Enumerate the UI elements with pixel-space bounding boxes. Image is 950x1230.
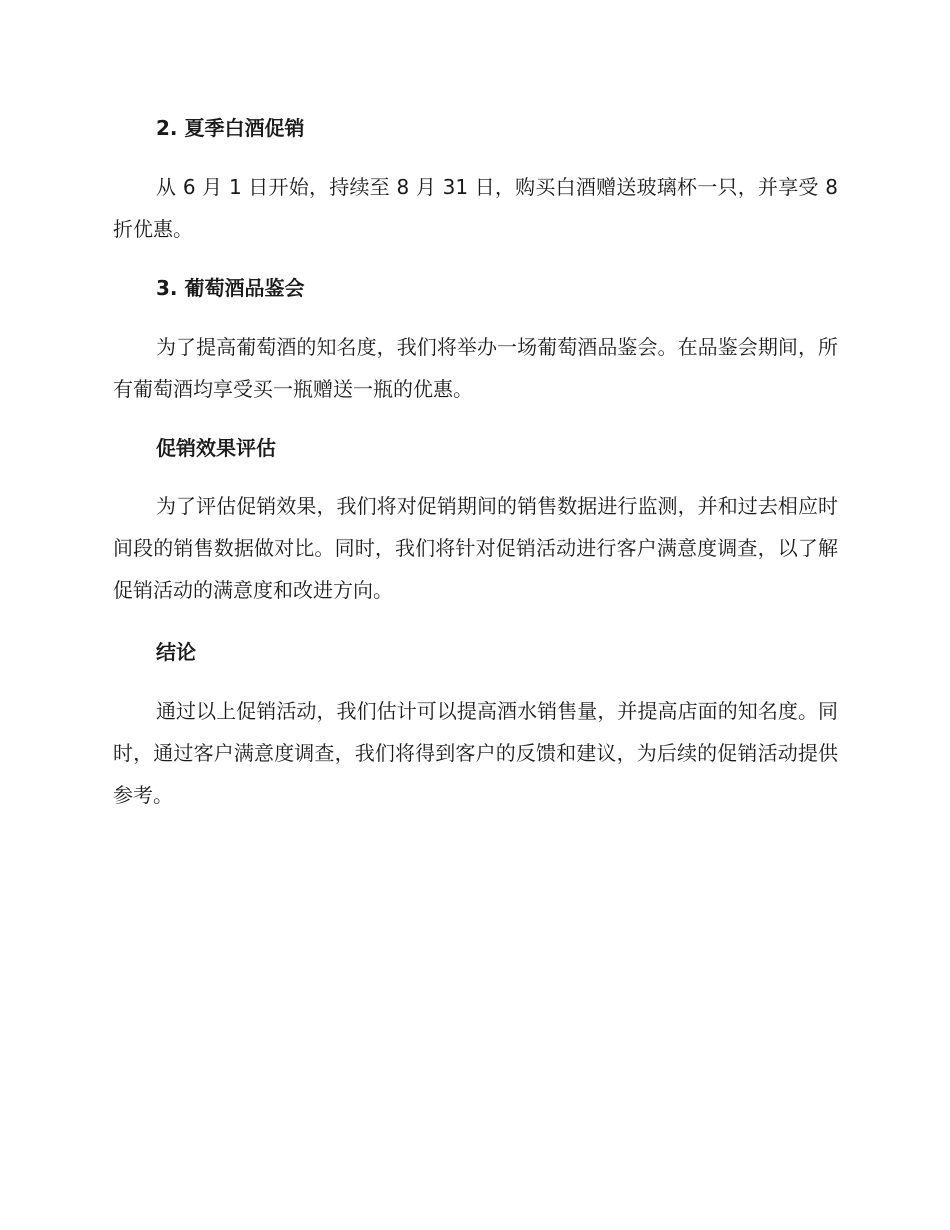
section-heading-wine-tasting: 3. 葡萄酒品鉴会 (156, 276, 305, 300)
section-body-wine-tasting: 为了提高葡萄酒的知名度，我们将举办一场葡萄酒品鉴会。在品鉴会期间，所有葡萄酒均享受买一瓶赠送一瓶的优惠。 (113, 335, 838, 401)
section-body-summer-baijiu: 从 6 月 1 日开始，持续至 8 月 31 日，购买白酒赠送玻璃杯一只，并享受 8 折优惠。 (113, 175, 838, 241)
section-body-conclusion: 通过以上促销活动，我们估计可以提高酒水销售量，并提高店面的知名度。同时，通过客户满意度调查，我们将得到客户的反馈和建议，为后续的促销活动提供参考。 (113, 699, 838, 807)
section-heading-conclusion: 结论 (156, 640, 196, 664)
section-body-evaluation: 为了评估促销效果，我们将对促销期间的销售数据进行监测，并和过去相应时间段的销售数据做对比。同时，我们将针对促销活动进行客户满意度调查，以了解促销活动的满意度和改进方向。 (113, 494, 838, 602)
section-heading-evaluation: 促销效果评估 (156, 436, 276, 460)
section-heading-summer-baijiu: 2. 夏季白酒促销 (156, 116, 305, 140)
